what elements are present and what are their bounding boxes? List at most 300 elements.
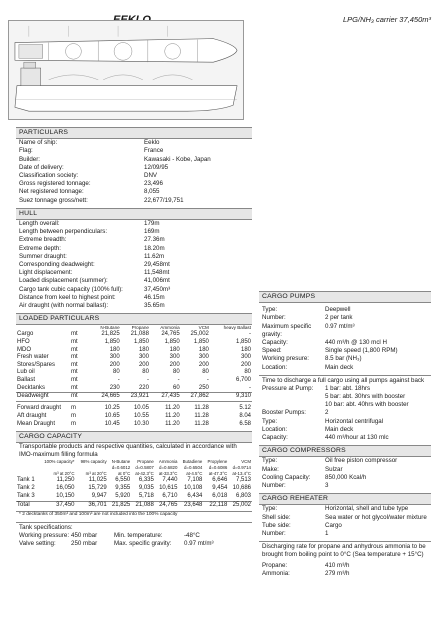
- loaded-row-cell: mt: [71, 354, 78, 361]
- capacity-density-row-cell: d=0.9714: [232, 465, 251, 471]
- loaded-particulars-section: [16, 313, 252, 428]
- loaded-row-cell: 6,700: [235, 377, 251, 384]
- pump-row: [259, 314, 431, 322]
- capacity-unit-row-cell: at-33.3°C: [158, 471, 178, 477]
- loaded-row: [16, 362, 252, 370]
- booster-label: Capacity:: [262, 434, 288, 442]
- loaded-row-cell: 24,765: [161, 331, 180, 338]
- loaded-row: [16, 385, 252, 393]
- deadweight-row: [16, 393, 252, 402]
- capacity-tank-row-cell: 7,440: [162, 477, 178, 484]
- draught-row-cell: 8.04: [239, 412, 251, 419]
- particulars-value: Kawasaki - Kobe, Japan: [144, 155, 211, 163]
- hull-row: [16, 277, 252, 285]
- loaded-row-cell: 21,825: [101, 331, 120, 338]
- pump-row: [259, 323, 431, 339]
- capacity-tank-row-cell: Tank 1: [17, 477, 35, 484]
- compressor-label: Number:: [262, 482, 286, 490]
- tank-spec-label: Valve setting:: [19, 540, 56, 548]
- loaded-row-cell: -: [177, 377, 180, 384]
- compressor-label: Make:: [262, 465, 279, 473]
- capacity-tank-row-cell: 6,646: [212, 477, 228, 484]
- hull-label: Corresponding deadweight:: [19, 261, 95, 269]
- particulars-value: DNV: [144, 172, 158, 180]
- draught-row-cell: 10.65: [104, 412, 120, 419]
- draught-row-cell: 10.30: [133, 420, 149, 427]
- loaded-row-cell: mt: [71, 369, 78, 376]
- hull-row: [16, 220, 252, 228]
- particulars-value: Eeklo: [144, 139, 160, 147]
- hull-value: 46.15m: [144, 293, 165, 301]
- ship-general-arrangement-drawing: [8, 20, 244, 120]
- particulars-label: Flag:: [19, 147, 33, 155]
- hull-section: [16, 208, 252, 310]
- capacity-tank-row-cell: 10,108: [184, 485, 203, 492]
- capacity-tank-row-cell: 7,513: [235, 477, 251, 484]
- capacity-tank-row-cell: 9,355: [115, 485, 131, 492]
- hull-label: Loaded displacement (summer):: [19, 277, 108, 285]
- loaded-row-cell: 60: [172, 384, 180, 391]
- particulars-value: 8,055: [144, 188, 160, 196]
- cargo-compressors-heading: CARGO COMPRESSORS: [259, 445, 431, 457]
- pump-value: 8.5 bar (NH₃): [325, 355, 362, 363]
- loaded-row-cell: 1,850: [164, 339, 180, 346]
- loaded-row: [16, 331, 252, 339]
- booster-row: [259, 426, 431, 434]
- right-column: [259, 291, 431, 582]
- deadweight-row-cell: 27,435: [150, 393, 181, 402]
- hull-label: Extreme depth:: [19, 244, 61, 252]
- loaded-row-cell: 180: [198, 346, 209, 353]
- pump-value: Main deck: [325, 363, 354, 371]
- loaded-row-cell: Stores/Spares: [17, 361, 56, 368]
- left-column: [16, 127, 252, 551]
- booster-label: Booster Pumps:: [262, 409, 307, 417]
- loaded-header-row-cell: heavy Ballast: [223, 325, 251, 331]
- hull-row: [16, 269, 252, 277]
- reheater-row: [259, 514, 431, 522]
- booster-value: Main deck: [325, 425, 354, 433]
- tank-specs-heading: Tank specifications:: [16, 522, 252, 532]
- reheater-value: Cargo: [325, 521, 342, 529]
- capacity-total-row-cell: 24,765: [155, 501, 179, 509]
- capacity-tank-row-cell: 16,050: [56, 485, 75, 492]
- reheater-label: Type:: [262, 505, 278, 513]
- hull-row: [16, 253, 252, 261]
- hull-label: Cargo tank cubic capacity (100% full):: [19, 285, 123, 293]
- loaded-row-cell: 300: [169, 354, 180, 361]
- tank-spec-value: 0.97 mt/m³: [184, 540, 214, 548]
- compressor-row: [259, 466, 431, 474]
- pump-label: Maximum specific gravity:: [262, 322, 312, 338]
- capacity-density-row-cell: d=0.6504: [183, 465, 203, 471]
- deadweight-row-cell: 23,921: [121, 393, 150, 402]
- loaded-row: [16, 354, 252, 362]
- pump-label: Number:: [262, 314, 286, 322]
- cargo-capacity-table: [16, 459, 252, 509]
- loaded-row-cell: 80: [202, 369, 209, 376]
- capacity-density-row-cell: d=0.6820: [159, 465, 178, 471]
- draught-row-cell: Mean Draught: [17, 420, 56, 427]
- deadweight-row-cell: 27,862: [181, 393, 210, 402]
- loaded-row-cell: 80: [113, 369, 120, 376]
- particulars-label: Gross registered tonnage:: [19, 180, 91, 188]
- draught-row-cell: m: [71, 412, 76, 419]
- loaded-particulars-table: [16, 325, 252, 428]
- loaded-row-cell: 300: [240, 354, 251, 361]
- reheater-row: [259, 505, 431, 513]
- hull-label: Summer draught:: [19, 252, 67, 260]
- particulars-heading: PARTICULARS: [16, 127, 252, 139]
- compressor-value: Sulzar: [325, 465, 343, 473]
- draught-row-cell: 11.20: [165, 405, 180, 412]
- capacity-tank-row-cell: 9,947: [91, 492, 107, 499]
- discharge-rate-row: [259, 570, 431, 578]
- capacity-density-row-cell: d=0.6012: [111, 465, 131, 471]
- capacity-density-row-cell: d=0.5807: [135, 465, 154, 471]
- loaded-row-cell: -: [146, 377, 149, 384]
- pump-row: [259, 339, 431, 347]
- compressor-value: Oil free piston compressor: [325, 457, 398, 465]
- loaded-row-cell: Decktanks: [17, 384, 46, 391]
- loaded-header-row-cell: VCM: [198, 325, 209, 331]
- pump-row: [259, 347, 431, 355]
- compressor-label: Type:: [262, 457, 278, 465]
- loaded-row-cell: 220: [138, 384, 149, 391]
- capacity-tank-row-cell: 6,803: [235, 492, 251, 499]
- loaded-row-cell: 1,850: [193, 339, 209, 346]
- loaded-row-cell: 200: [109, 361, 120, 368]
- reheater-value: Horizontal, shell and tube type: [325, 505, 409, 513]
- loaded-row: [16, 369, 252, 377]
- hull-row: [16, 294, 252, 302]
- tank-spec-value: 450 mbar: [71, 531, 98, 539]
- tank-spec-label: Working pressure:: [19, 531, 70, 539]
- draught-row-cell: 11.20: [165, 420, 180, 427]
- pump-row: [259, 355, 431, 363]
- loaded-row-cell: 180: [138, 346, 149, 353]
- capacity-tank-row-cell: 15,729: [88, 485, 107, 492]
- particulars-row: [16, 172, 252, 180]
- loaded-row-cell: Lub oil: [17, 369, 35, 376]
- booster-row: [259, 434, 431, 442]
- particulars-value: 22,677/19,751: [144, 196, 184, 204]
- particulars-row: [16, 139, 252, 147]
- loaded-row-cell: 1,850: [235, 339, 251, 346]
- hull-value: 179m: [144, 220, 160, 228]
- hull-label: Length between perpendiculars:: [19, 228, 108, 236]
- loaded-row: [16, 347, 252, 355]
- capacity-tank-row-cell: Tank 3: [17, 492, 35, 499]
- pump-label: Location:: [262, 363, 288, 371]
- draught-row-cell: 5.12: [239, 405, 251, 412]
- capacity-tank-row-cell: 9,035: [138, 485, 154, 492]
- capacity-header-cell: 100% capacity*: [44, 459, 75, 465]
- capacity-tank-row-cell: 6,434: [187, 492, 203, 499]
- booster-label: Location:: [262, 425, 288, 433]
- discharge-rate-value: 410 m³/h: [325, 562, 350, 570]
- booster-label: Type:: [262, 417, 278, 425]
- cargo-compressors-section: [259, 445, 431, 490]
- hull-label: Light displacement:: [19, 269, 73, 277]
- tank-spec-label: Max. specific gravity:: [114, 540, 172, 548]
- capacity-tank-row-cell: 10,150: [56, 492, 75, 499]
- hull-value: 35.65m: [144, 302, 165, 310]
- capacity-header-cell: VCM: [241, 459, 251, 465]
- capacity-tank-row-cell: 6,018: [212, 492, 228, 499]
- particulars-section: [16, 127, 252, 205]
- pump-value: Deepwell: [325, 306, 351, 314]
- tank-spec-label: Min. temperature:: [114, 531, 163, 539]
- particulars-row: [16, 164, 252, 172]
- capacity-header-cell: Ammonia: [158, 459, 178, 465]
- particulars-label: Net registered tonnage:: [19, 188, 84, 196]
- pump-value: Single speed (1,800 RPM): [325, 347, 398, 355]
- loaded-row-cell: 180: [109, 346, 120, 353]
- loaded-particulars-heading: LOADED PARTICULARS: [16, 313, 252, 325]
- cargo-capacity-heading: CARGO CAPACITY: [16, 431, 252, 443]
- discharge-rate-value: 279 m³/h: [325, 570, 350, 578]
- compressor-row: [259, 482, 431, 490]
- capacity-total-row-cell: 23,648: [178, 501, 203, 509]
- loaded-row-cell: 80: [142, 369, 149, 376]
- loaded-row-cell: MDO: [17, 346, 31, 353]
- tank-spec-value: -48°C: [184, 531, 200, 539]
- loaded-row-cell: Ballast: [17, 377, 36, 384]
- capacity-tank-row-cell: 7,108: [187, 477, 203, 484]
- booster-value: 440 m³/hour at 130 mlc: [325, 434, 389, 442]
- draught-row-cell: 10.05: [133, 405, 149, 412]
- loaded-row-cell: 200: [169, 361, 180, 368]
- discharge-time-text: Time to discharge a full cargo using all pumps against back: [259, 375, 431, 385]
- particulars-value: France: [144, 147, 164, 155]
- hull-row: [16, 302, 252, 310]
- loaded-row-cell: 180: [240, 346, 251, 353]
- capacity-tank-row-cell: 9,454: [212, 485, 228, 492]
- hull-label: Air draught (with normal ballast):: [19, 302, 109, 310]
- capacity-header-cell: Propylene: [207, 459, 228, 465]
- capacity-total-row-cell: 21,825: [108, 501, 132, 509]
- loaded-row-cell: 21,088: [130, 331, 149, 338]
- particulars-label: Name of ship:: [19, 139, 58, 147]
- deadweight-row-cell: 9,310: [210, 393, 252, 402]
- draught-row: [16, 421, 252, 429]
- capacity-tank-row-cell: 6,550: [115, 477, 131, 484]
- capacity-tank-row: [16, 485, 252, 493]
- draught-row-cell: 11.20: [165, 412, 180, 419]
- draught-row-cell: m: [71, 420, 76, 427]
- loaded-row-cell: 1,850: [133, 339, 149, 346]
- loaded-row-cell: -: [117, 377, 120, 384]
- particulars-row: [16, 197, 252, 205]
- compressor-label: Cooling Capacity:: [262, 473, 311, 481]
- draught-row-cell: 11.28: [194, 412, 209, 419]
- particulars-label: Classification society:: [19, 172, 79, 180]
- booster-row: [259, 409, 431, 417]
- cargo-capacity-intro: Transportable products and respective quantities, calculated in accordance with IMO-maximum filling formula: [19, 443, 237, 459]
- draught-row-cell: Aft draught: [17, 412, 47, 419]
- hull-label: Distance from keel to highest point:: [19, 293, 116, 301]
- draught-row-cell: 11.28: [194, 405, 209, 412]
- particulars-row: [16, 147, 252, 155]
- capacity-unit-row-cell: at 0°C: [117, 471, 131, 477]
- loaded-row-cell: -: [206, 377, 209, 384]
- hull-row: [16, 261, 252, 269]
- capacity-unit-row-cell: at-4.5°C: [186, 471, 203, 477]
- cargo-pumps-heading: CARGO PUMPS: [259, 291, 431, 303]
- loaded-row-cell: 25,002: [190, 331, 209, 338]
- capacity-total-row-cell: 22,118: [203, 501, 228, 509]
- reheater-value: Sea water or hot glycol/water mixture: [325, 513, 427, 521]
- capacity-tank-row-cell: 11,250: [56, 477, 75, 484]
- compressor-value: 3: [325, 482, 329, 490]
- draught-row: [16, 405, 252, 413]
- particulars-value: 23,496: [144, 180, 163, 188]
- particulars-row: [16, 180, 252, 188]
- capacity-tank-row-cell: 10,686: [232, 485, 251, 492]
- loaded-row-cell: Cargo: [17, 331, 34, 338]
- capacity-header-cell: Butadiene: [182, 459, 203, 465]
- loaded-row: [16, 377, 252, 385]
- pump-label: Speed:: [262, 347, 282, 355]
- capacity-header-cell: 98% capacity: [80, 459, 107, 465]
- deadweight-row-cell: mt: [70, 393, 90, 402]
- loaded-row: [16, 339, 252, 347]
- loaded-row-cell: mt: [71, 346, 78, 353]
- hull-row: [16, 228, 252, 236]
- capacity-tank-row-cell: 6,710: [162, 492, 178, 499]
- pump-value: 440 m³/h @ 130 mcl H: [325, 339, 387, 347]
- draught-row-cell: 10.25: [104, 405, 120, 412]
- loaded-row-cell: mt: [71, 377, 78, 384]
- capacity-total-row-cell: 21,088: [131, 501, 155, 509]
- loaded-row-cell: mt: [71, 339, 78, 346]
- capacity-total-row-cell: 37,450: [39, 501, 76, 509]
- pump-value: 2 per tank: [325, 314, 353, 322]
- loaded-row-cell: 1,850: [104, 339, 120, 346]
- pump-row: [259, 364, 431, 372]
- hull-label: Extreme breadth:: [19, 236, 67, 244]
- hull-row: [16, 236, 252, 244]
- pressure-at-pump-row: [259, 385, 431, 410]
- loaded-row-cell: 300: [109, 354, 120, 361]
- compressor-row: [259, 457, 431, 465]
- reheater-row: [259, 522, 431, 530]
- capacity-tank-row-cell: 5,718: [138, 492, 154, 499]
- capacity-unit-row-cell: m³ at 20°C: [85, 471, 107, 477]
- loaded-row-cell: 300: [198, 354, 209, 361]
- draught-row-cell: 6.58: [239, 420, 251, 427]
- draught-row-cell: 10.55: [133, 412, 149, 419]
- loaded-row-cell: 230: [109, 384, 120, 391]
- reheater-label: Tube side:: [262, 521, 291, 529]
- loaded-row-cell: mt: [71, 361, 78, 368]
- particulars-label: Date of delivery:: [19, 163, 64, 171]
- pump-label: Capacity:: [262, 339, 288, 347]
- loaded-row-cell: 80: [244, 369, 251, 376]
- loaded-row-cell: -: [249, 384, 251, 391]
- capacity-tank-row-cell: 11,025: [88, 477, 107, 484]
- particulars-label: Builder:: [19, 155, 40, 163]
- pressure-at-pump-label: Pressure at Pump:: [262, 384, 314, 392]
- draught-row-cell: 11.28: [194, 420, 209, 427]
- pump-value: 0.97 mt/m³: [325, 322, 355, 330]
- capacity-unit-row-cell: m³ at 20°C: [53, 471, 75, 477]
- booster-row: [259, 418, 431, 426]
- loaded-row-cell: HFO: [17, 339, 30, 346]
- reheater-label: Shell side:: [262, 513, 291, 521]
- draught-row-cell: m: [71, 405, 76, 412]
- loaded-row-cell: mt: [71, 331, 78, 338]
- draught-row-cell: 10.45: [104, 420, 120, 427]
- capacity-tank-row-cell: Tank 2: [17, 485, 35, 492]
- loaded-header-row-cell: Propane: [131, 325, 149, 331]
- capacity-tank-row-cell: 6,335: [138, 477, 154, 484]
- booster-value: Horizontal centrifugal: [325, 417, 384, 425]
- loaded-row-cell: 80: [172, 369, 180, 376]
- discharge-rate-label: Ammonia:: [262, 570, 290, 578]
- hull-row: [16, 245, 252, 253]
- hull-value: 41,006mt: [144, 277, 170, 285]
- capacity-total-row-cell: Total: [16, 501, 39, 509]
- pump-row: [259, 306, 431, 314]
- capacity-tank-row-cell: 10,615: [159, 485, 178, 492]
- loaded-row-cell: 200: [138, 361, 149, 368]
- capacity-tank-row: [16, 493, 252, 501]
- capacity-tank-row: [16, 477, 252, 485]
- cargo-reheater-heading: CARGO REHEATER: [259, 493, 431, 505]
- tank-spec-row: [16, 532, 252, 540]
- loaded-row-cell: 200: [198, 361, 209, 368]
- hull-value: 37,450m³: [144, 285, 171, 293]
- reheater-label: Number:: [262, 530, 286, 538]
- pump-label: Working presure:: [262, 355, 309, 363]
- hull-heading: HULL: [16, 208, 252, 220]
- discharge-rate-row: [259, 562, 431, 570]
- capacity-header-cell: Propane: [137, 459, 154, 465]
- loaded-header-row-cell: Ammonia: [160, 325, 180, 331]
- loaded-row-cell: -: [249, 331, 251, 338]
- ship-type-subtitle: LPG/NH₃ carrier 37,450m³: [342, 15, 431, 24]
- cargo-capacity-section: [16, 431, 252, 519]
- hull-value: 29,458mt: [144, 261, 170, 269]
- loaded-row-cell: 180: [169, 346, 180, 353]
- deadweight-row-cell: Deadweight: [16, 393, 70, 402]
- capacity-tank-row-cell: 5,920: [115, 492, 131, 499]
- capacity-total-row: [16, 501, 252, 509]
- hull-value: 27.36m: [144, 236, 165, 244]
- discharging-rate-text: Discharging rate for propane and anhydrous ammonia to be brought from boiling point to 0°C (Sea temperature + 15°C): [259, 541, 431, 559]
- capacity-unit-row-cell: at-42.3°C: [135, 471, 154, 477]
- pressure-line: 1 bar: abt. 18hrs: [325, 384, 371, 392]
- particulars-value: 12/09/95: [144, 163, 169, 171]
- cargo-pumps-section: [259, 291, 431, 442]
- booster-value: 2: [325, 409, 329, 417]
- loaded-row-cell: 200: [240, 361, 251, 368]
- tank-specs-section: [16, 522, 252, 548]
- hull-label: Length overall:: [19, 220, 60, 228]
- loaded-header-row-cell: N-Butane: [100, 325, 120, 331]
- loaded-row-cell: 250: [198, 384, 209, 391]
- deadweight-row-cell: 24,665: [90, 393, 121, 402]
- reheater-row: [259, 530, 431, 538]
- capacity-total-row-cell: 25,002: [228, 501, 252, 509]
- particulars-label: Suez tonnage gross/nett:: [19, 196, 88, 204]
- capacity-footnote: * 2 decktanks of 350m³ and 100m³ are not included into the 100% capacity: [16, 511, 252, 519]
- capacity-unit-row-cell: at-13.4°C: [232, 471, 251, 477]
- hull-value: 18.20m: [144, 244, 165, 252]
- capacity-unit-row-cell: at-47.3°C: [208, 471, 228, 477]
